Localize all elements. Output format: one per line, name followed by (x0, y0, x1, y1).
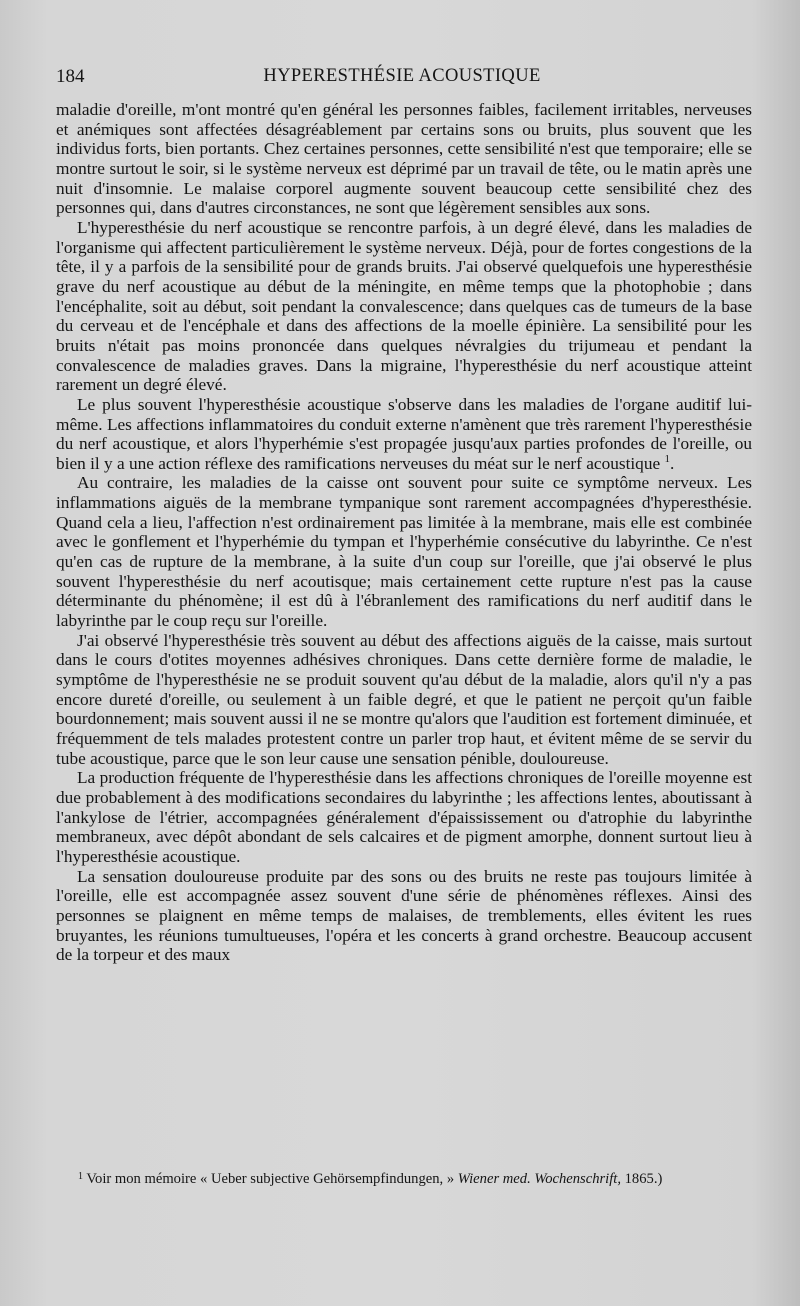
paragraph-2: L'hyperesthésie du nerf acoustique se rencontre parfois, à un degré élevé, dans les maladies de l'organisme qui affectent particulièrement le système nerveux. Déjà, pour de fortes congestions de la tête, il y a parfois de la sensibilité pour de grands bruits. J'ai observé quelquefois une hyperesthésie grave du nerf acoustique au début de la méningite, en même temps que la photophobie ; dans l'encéphalite, soit au début, soit pendant la convalescence; dans quelques cas de tumeurs de la base du cerveau et de l'encéphale et dans des affections de la moelle épinière. La sensibilité pour les bruits n'était pas moins prononcée dans quelques névralgies du trijumeau et pendant la convalescence de maladies graves. Dans la migraine, l'hyperesthésie du nerf acoustique atteint rarement un degré élevé. (56, 217, 752, 395)
paragraph-7: La sensation douloureuse produite par des sons ou des bruits ne reste pas toujours limitée à l'oreille, elle est accompagnée assez souvent d'une série de phénomènes réflexes. Ainsi des personnes se plaignent en même temps de malaises, de tremblements, elles évitent les rues bruyantes, les réunions tumultueuses, l'opéra et les concerts à grand orchestre. Beaucoup accusent de la torpeur et des maux (56, 866, 752, 965)
paragraph-1: maladie d'oreille, m'ont montré qu'en général les personnes faibles, facilement irritables, nerveuses et anémiques sont affectées désagréablement par certains sons ou bruits, plus souvent que les individus forts, bien portants. Chez certaines personnes, cette sensibilité n'est que temporaire; elle se montre surtout le soir, si le système nerveux est déprimé par un travail de tête, ou le matin après une nuit d'insomnie. Le malaise corporel augmente souvent beaucoup cette sensibilité chez des personnes qui, dans d'autres circonstances, ne sont que légèrement sensibles aux sons. (56, 100, 752, 218)
footnote (56, 1166, 750, 1190)
page-number: 184 (56, 66, 85, 87)
page-header (56, 66, 748, 94)
running-title: HYPERESTHÉSIE ACOUSTIQUE (263, 66, 541, 86)
footnote-text-after: 1865.) (620, 1171, 663, 1187)
footnote-text-before: Voir mon mémoire « Ueber subjective Gehörsempfindungen, » (86, 1171, 458, 1187)
paragraph-3: Le plus souvent l'hyperesthésie acoustique s'observe dans les maladies de l'organe auditif lui-même. Les affections inflammatoires du conduit externe n'amènent que très rarement l'hyperesthésie du nerf acoustique, et alors l'hyperhémie s'est propagée jusqu'aux parties profondes de l'oreille, ou bien il y a une action réflexe des ramifications nerveuses du méat sur le nerf acoustique $^1$. (56, 394, 752, 473)
paragraph-5: J'ai observé l'hyperesthésie très souvent au début des affections aiguës de la caisse, mais surtout dans le cours d'otites moyennes adhésives chroniques. Dans cette dernière forme de maladie, le symptôme de l'hyperesthésie ne se produit souvent qu'au début de la maladie, alors qu'il n'y a pas encore dureté d'oreille, ou seulement à un faible degré, et que le patient ne perçoit qu'un faible bourdonnement; mais souvent aussi il ne se montre qu'alors que l'audition est fortement diminuée, et fréquemment de tels malades protestent contre un parler trop haut, et évitent même de se servir du tube acoustique, parce que le son leur cause une sensation pénible, douloureuse. (56, 630, 752, 768)
paragraph-6: La production fréquente de l'hyperesthésie dans les affections chroniques de l'oreille moyenne est due probablement à des modifications secondaires du labyrinthe ; les affections lentes, aboutissant à l'ankylose de l'étrier, accompagnées généralement d'épaississement ou d'atrophie du labyrinthe membraneux, avec dépôt abondant de sels calcaires et de pigment amorphe, donnent surtout lieu à l'hyperesthésie acoustique. (56, 768, 752, 866)
footnote-reference: 1 (664, 453, 670, 466)
paragraph-3-text: Le plus souvent l'hyperesthésie acoustique s'observe dans les maladies de l'organe auditif lui-même. Les affections inflammatoires du conduit externe n'amènent que très rarement l'hyperesthésie du nerf acoustique, et alors l'hyperhémie s'est propagée jusqu'aux parties profondes de l'oreille, ou bien il y a une action réflexe des ramifications nerveuses du méat sur le nerf acoustique (56, 394, 752, 473)
footnote-journal: Wiener med. Wochenschrift, (457, 1171, 621, 1187)
footnote-mark: 1 (78, 1171, 83, 1182)
body-text (56, 100, 752, 965)
paragraph-4: Au contraire, les maladies de la caisse ont souvent pour suite ce symptôme nerveux. Les inflammations aiguës de la membrane tympanique sont rarement accompagnées d'hyperesthésie. Quand cela a lieu, l'affection n'est ordinairement pas limitée à la membrane, mais elle est combinée avec le gonflement et l'hyperhémie du tympan et l'hyperhémie consécutive du labyrinthe. Ce n'est qu'en cas de rupture de la membrane, à la suite d'un coup sur l'oreille, que j'ai observé le plus souvent l'hyperesthésie du nerf acoutisque; mais certainement cette rupture n'est pas la cause déterminante du phénomène; il est dû à l'ébranlement des ramifications du nerf auditif dans le labyrinthe par le coup reçu sur l'oreille. (56, 473, 752, 631)
